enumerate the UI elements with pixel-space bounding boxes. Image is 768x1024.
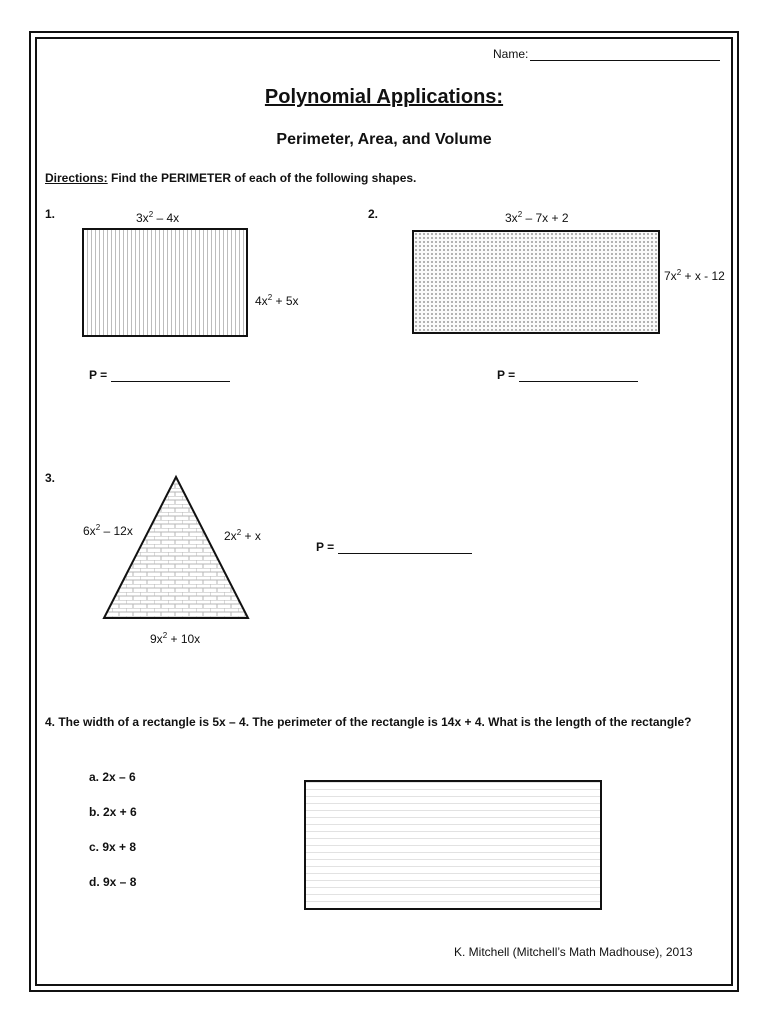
directions-label: Directions:: [45, 171, 108, 185]
problem-2-number: 2.: [368, 207, 379, 221]
exponent: 2: [676, 268, 682, 277]
exponent: 2: [267, 293, 273, 302]
problem-3-bottom-base: 9x: [150, 632, 163, 646]
problem-1-number: 1.: [45, 207, 56, 221]
problem-3-left-label: [83, 524, 133, 538]
page-subtitle: Perimeter, Area, and Volume: [276, 131, 492, 148]
choice-a[interactable]: a. 2x – 6: [89, 770, 136, 784]
problem-4-work-box[interactable]: [304, 780, 602, 910]
problem-1-side-base: 4x: [255, 294, 268, 308]
problem-2-side-base: 7x: [664, 269, 677, 283]
problem-3-bottom-rest: + 10x: [167, 632, 201, 646]
problem-3-number: 3.: [45, 471, 56, 485]
directions-text: Find the PERIMETER of each of the following shapes.: [107, 171, 417, 185]
problem-1-side-rest: + 5x: [272, 294, 299, 308]
problem-3-answer[interactable]: [316, 540, 472, 554]
name-label: Name:: [493, 47, 529, 61]
problem-3-left-rest: – 12x: [100, 524, 133, 538]
problem-3-right-base: 2x: [224, 529, 237, 543]
choice-d[interactable]: d. 9x – 8: [89, 875, 137, 889]
choice-c[interactable]: c. 9x + 8: [89, 840, 137, 854]
problem-2-top-base: 3x: [505, 211, 518, 225]
problem-1-answer-label: P =: [89, 368, 108, 382]
problem-1-top-base: 3x: [136, 211, 149, 225]
footer-credit: K. Mitchell (Mitchell’s Math Madhouse), 2013: [454, 945, 693, 959]
problem-3-triangle: [104, 477, 248, 618]
choice-b[interactable]: b. 2x + 6: [89, 805, 137, 819]
problem-3-bottom-label: [150, 632, 200, 646]
problem-2-side-rest: + x - 12: [681, 269, 725, 283]
problem-1-top-rest: – 4x: [153, 211, 180, 225]
problem-3-answer-label: P =: [316, 540, 335, 554]
problem-2-answer-label: P =: [497, 368, 516, 382]
exponent: 2: [148, 210, 154, 219]
problem-4-question: 4. The width of a rectangle is 5x – 4. The perimeter of the rectangle is 14x + 4. What is the length of the rectangle?: [45, 715, 692, 729]
problem-3-right-rest: + x: [241, 529, 261, 543]
exponent: 2: [162, 631, 168, 640]
page-title: Polynomial Applications:: [264, 86, 504, 108]
problem-3-answer-line[interactable]: [338, 542, 472, 554]
exponent: 2: [236, 528, 242, 537]
problem-3-right-label: [224, 529, 261, 543]
problem-3-left-base: 6x: [83, 524, 96, 538]
exponent: 2: [517, 210, 523, 219]
exponent: 2: [95, 523, 101, 532]
problem-2-top-rest: – 7x + 2: [522, 211, 569, 225]
